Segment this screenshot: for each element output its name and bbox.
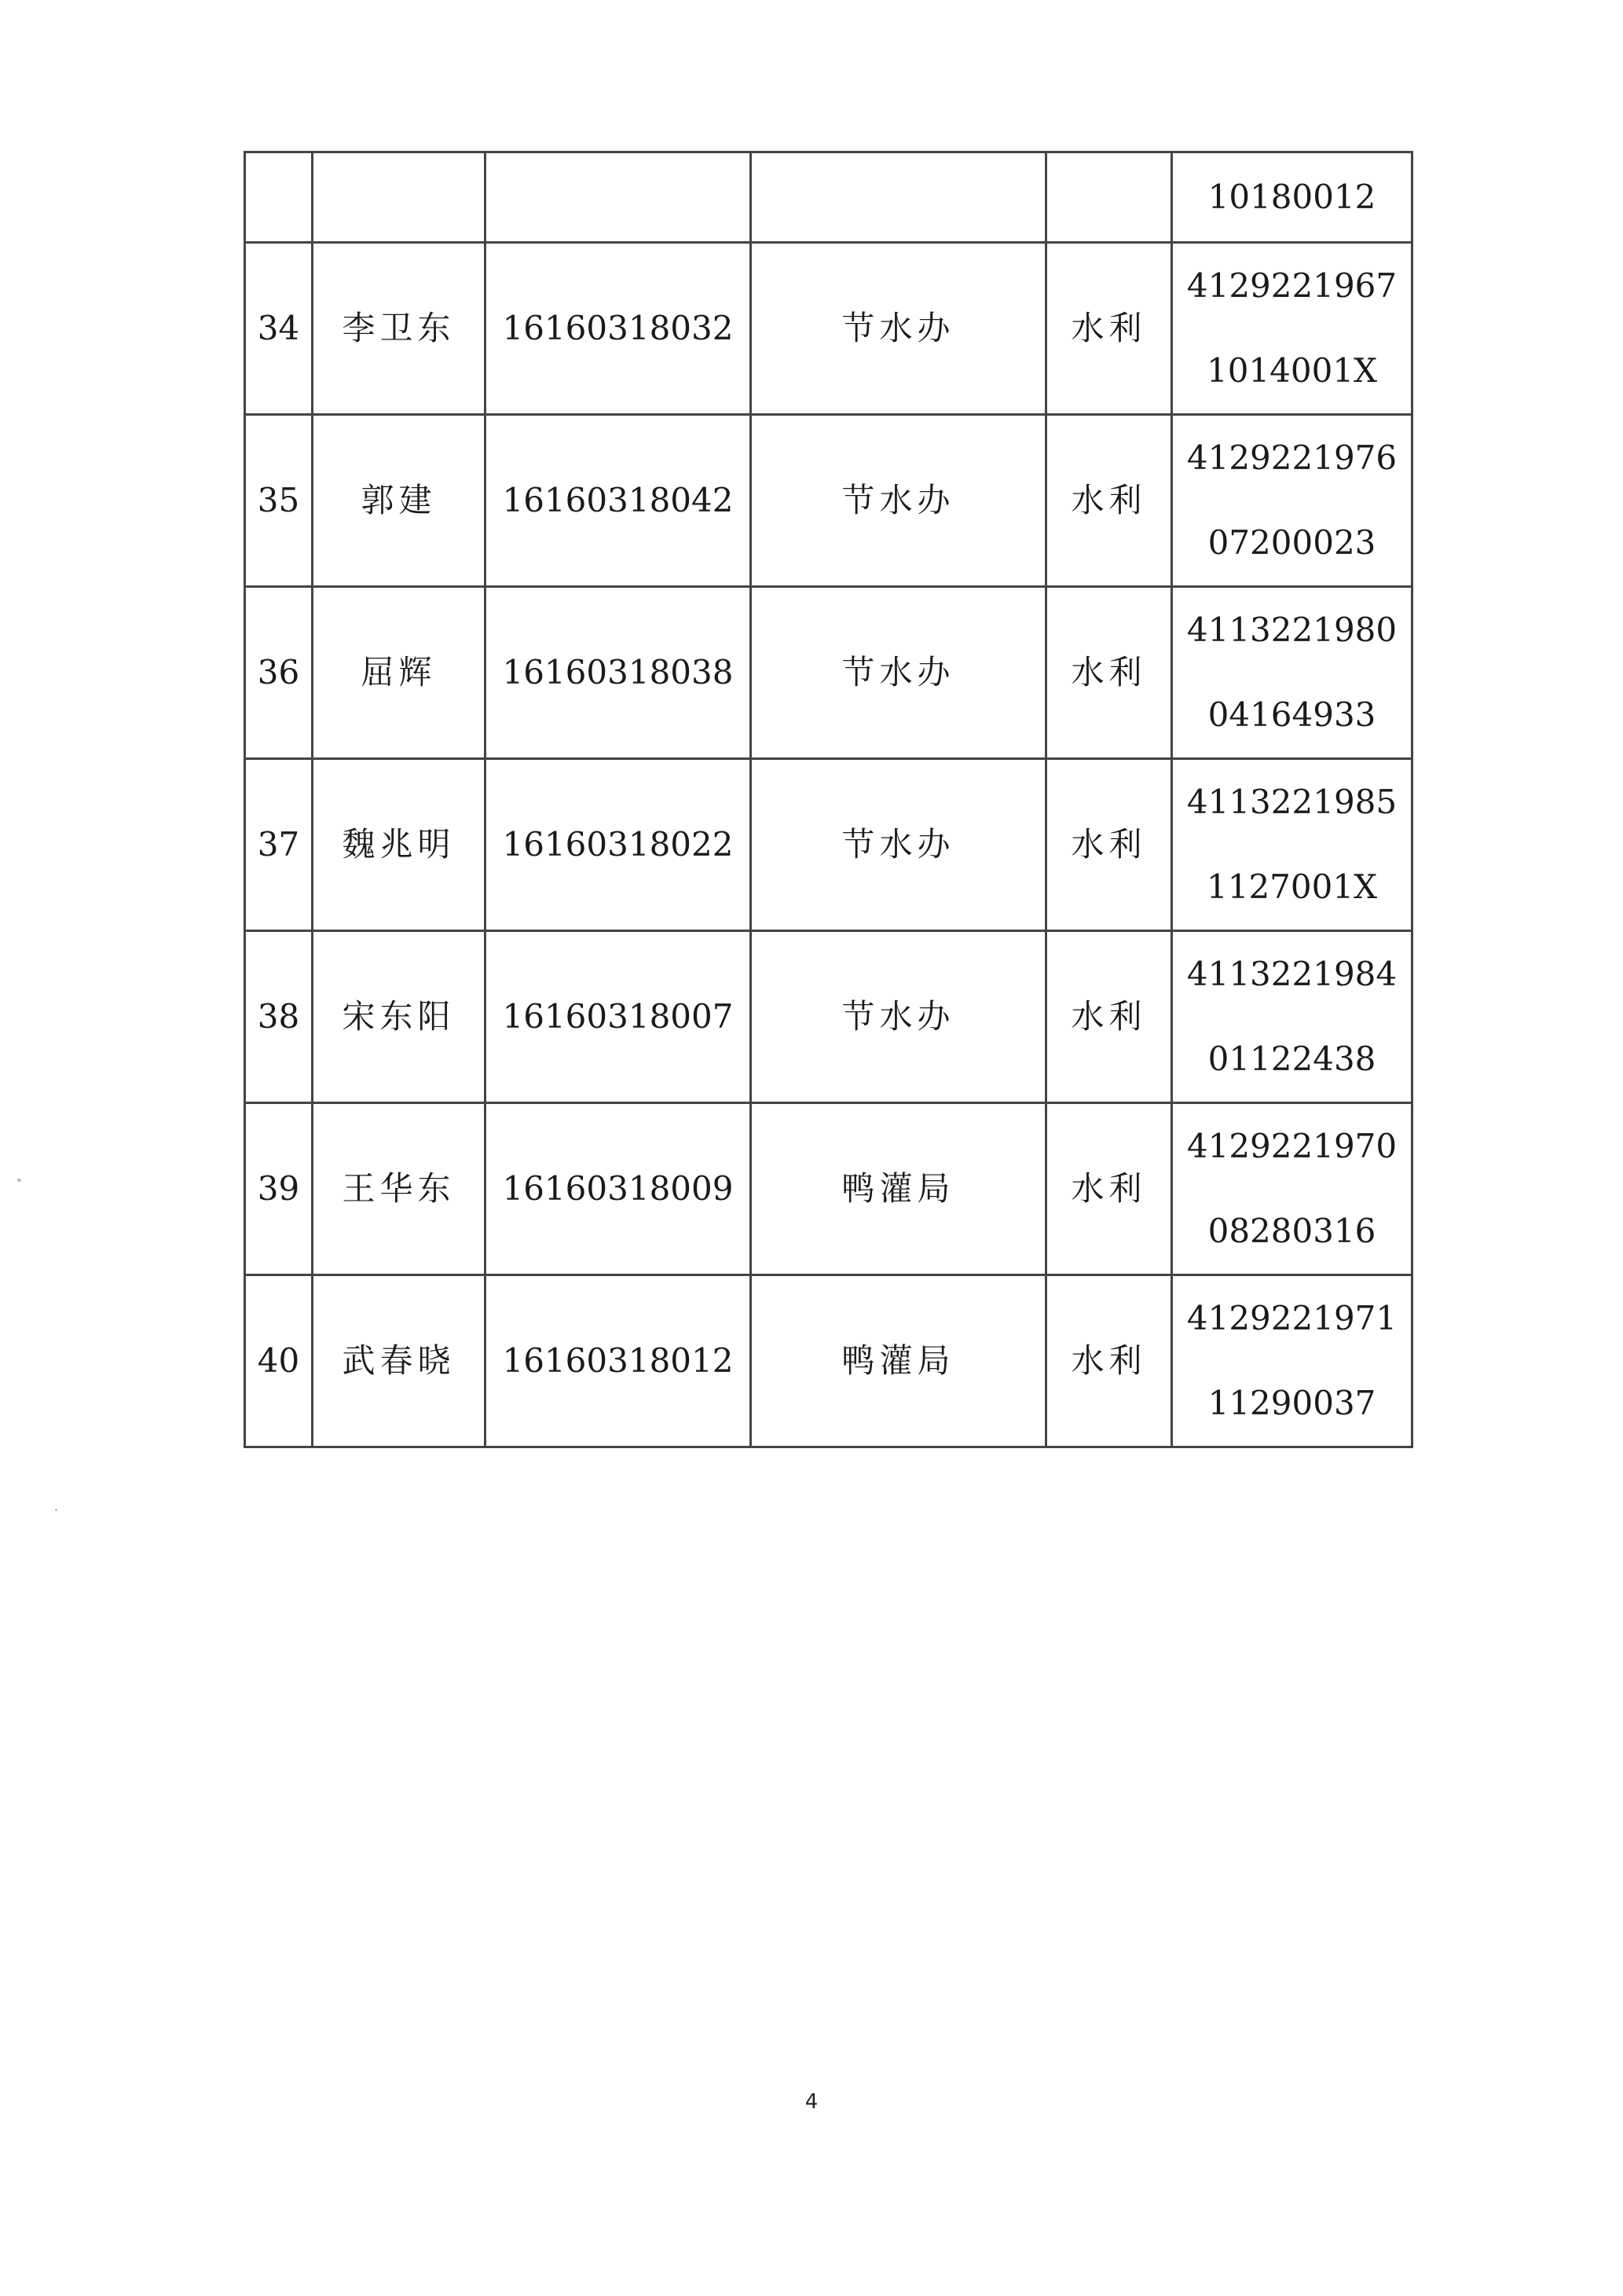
roster-table — [244, 151, 1413, 1448]
cell-exam-no: 16160318038 — [485, 587, 751, 759]
cell-category — [1046, 152, 1172, 243]
cell-name: 王华东 — [313, 1103, 485, 1275]
cell-exam-no: 16160318012 — [485, 1275, 751, 1447]
id-number-line: 4113221980 — [1186, 611, 1398, 649]
id-number-line: 4129221971 — [1186, 1299, 1398, 1337]
cell-id-number — [1172, 759, 1412, 931]
scan-speck — [55, 1509, 57, 1511]
roster-table-body — [245, 152, 1412, 1447]
cell-category: 水利 — [1046, 759, 1172, 931]
cell-exam-no: 16160318042 — [485, 415, 751, 587]
cell-unit: 节水办 — [751, 759, 1046, 931]
cell-unit — [751, 152, 1046, 243]
cell-id-number — [1172, 931, 1412, 1103]
id-number-line: 4129221970 — [1186, 1127, 1398, 1165]
id-number-line: 4129221976 — [1186, 438, 1398, 477]
cell-category: 水利 — [1046, 1275, 1172, 1447]
cell-name: 屈辉 — [313, 587, 485, 759]
cell-name: 李卫东 — [313, 243, 485, 415]
cell-index: 39 — [245, 1103, 313, 1275]
cell-category: 水利 — [1046, 587, 1172, 759]
table-row — [245, 931, 1412, 1103]
id-number-line: 4113221984 — [1186, 955, 1398, 993]
cell-unit: 节水办 — [751, 931, 1046, 1103]
cell-unit: 鸭灌局 — [751, 1275, 1046, 1447]
table-row-continuation — [245, 152, 1412, 243]
cell-index: 38 — [245, 931, 313, 1103]
id-number-line: 1127001X — [1207, 867, 1377, 906]
table-row — [245, 243, 1412, 415]
id-number-line: 4113221985 — [1186, 783, 1398, 821]
cell-id-number — [1172, 152, 1412, 243]
id-number-line: 01122438 — [1207, 1040, 1376, 1078]
table-row — [245, 759, 1412, 931]
cell-index — [245, 152, 313, 243]
id-number-line: 04164933 — [1207, 695, 1376, 734]
cell-index: 40 — [245, 1275, 313, 1447]
cell-exam-no: 16160318009 — [485, 1103, 751, 1275]
cell-category: 水利 — [1046, 1103, 1172, 1275]
cell-id-number — [1172, 1275, 1412, 1447]
id-number-tail: 10180012 — [1207, 178, 1376, 216]
cell-name: 魏兆明 — [313, 759, 485, 931]
cell-name: 武春晓 — [313, 1275, 485, 1447]
table-row — [245, 1103, 1412, 1275]
cell-category: 水利 — [1046, 415, 1172, 587]
cell-index: 37 — [245, 759, 313, 931]
cell-category: 水利 — [1046, 931, 1172, 1103]
cell-unit: 鸭灌局 — [751, 1103, 1046, 1275]
scan-speck — [17, 1179, 21, 1182]
cell-index: 35 — [245, 415, 313, 587]
cell-exam-no: 16160318032 — [485, 243, 751, 415]
cell-index: 36 — [245, 587, 313, 759]
cell-name: 郭建 — [313, 415, 485, 587]
cell-index: 34 — [245, 243, 313, 415]
id-number-line: 08280316 — [1207, 1212, 1376, 1250]
cell-name: 宋东阳 — [313, 931, 485, 1103]
id-number-line: 4129221967 — [1186, 266, 1398, 305]
cell-unit: 节水办 — [751, 587, 1046, 759]
cell-exam-no — [485, 152, 751, 243]
table-row — [245, 1275, 1412, 1447]
page-number: 4 — [804, 2090, 819, 2114]
id-number-line: 1014001X — [1207, 351, 1377, 390]
id-number-line: 07200023 — [1207, 523, 1376, 562]
cell-category: 水利 — [1046, 243, 1172, 415]
cell-unit: 节水办 — [751, 243, 1046, 415]
table-row — [245, 415, 1412, 587]
cell-unit: 节水办 — [751, 415, 1046, 587]
cell-name — [313, 152, 485, 243]
cell-id-number — [1172, 415, 1412, 587]
cell-exam-no: 16160318022 — [485, 759, 751, 931]
cell-id-number — [1172, 1103, 1412, 1275]
cell-exam-no: 16160318007 — [485, 931, 751, 1103]
id-number-line: 11290037 — [1207, 1384, 1376, 1422]
table-row — [245, 587, 1412, 759]
cell-id-number — [1172, 243, 1412, 415]
cell-id-number — [1172, 587, 1412, 759]
